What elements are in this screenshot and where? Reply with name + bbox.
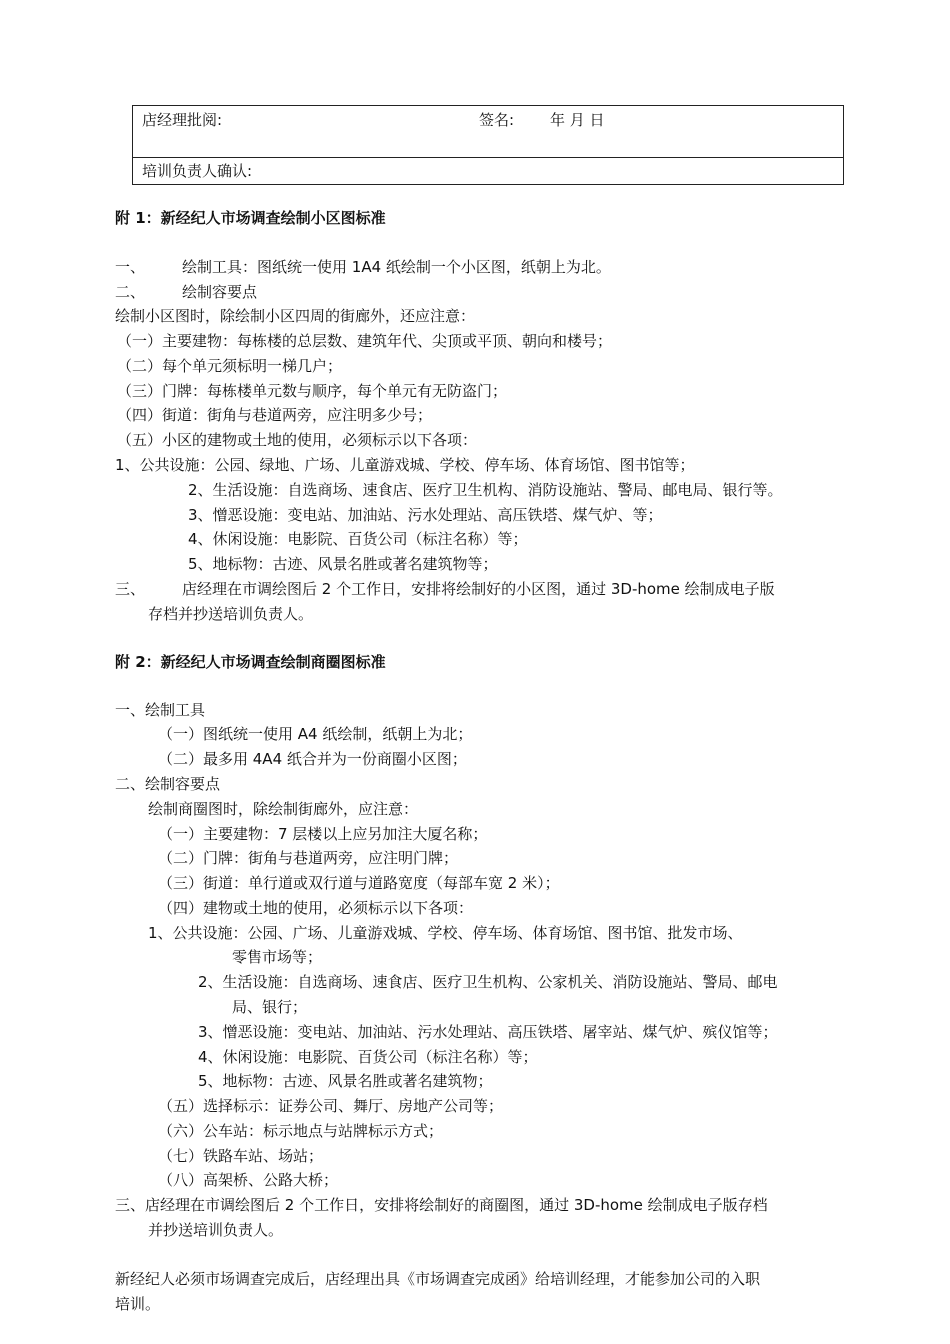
appendix2-item: （七）铁路车站、场站； — [158, 1147, 324, 1165]
appendix2-sub-item-continued: 零售市场等； — [232, 948, 323, 966]
appendix1-s3-continued: 存档并抄送培训负责人。 — [148, 605, 314, 623]
appendix1-s1-number: 一、 — [115, 258, 146, 276]
date-label: 年 月 日 — [550, 111, 605, 129]
appendix2-item: （二）门牌：街角与巷道两旁，应注明门牌； — [158, 849, 459, 867]
appendix1-title: 附 1：新经纪人市场调查绘制小区图标准 — [115, 209, 386, 227]
appendix1-item: （一）主要建物：每栋楼的总层数、建筑年代、尖顶或平顶、朝向和楼号； — [117, 332, 613, 350]
closing-paragraph-line2: 培训。 — [115, 1295, 161, 1313]
trainer-confirm-label: 培训负责人确认: — [142, 162, 253, 180]
appendix2-intro: 绘制商圈图时，除绘制街廊外，应注意： — [148, 800, 419, 818]
appendix2-sub-item: 5、地标物：古迹、风景名胜或著名建筑物； — [198, 1072, 493, 1090]
manager-review-label: 店经理批阅: — [142, 111, 223, 129]
manager-review-row — [133, 106, 843, 158]
appendix2-item: （八）高架桥、公路大桥； — [158, 1171, 339, 1189]
appendix1-item: （五）小区的建物或土地的使用，必须标示以下各项： — [117, 431, 478, 449]
trainer-confirm-row — [133, 158, 843, 184]
appendix1-sub-item: 1、公共设施：公园、绿地、广场、儿童游戏城、学校、停车场、体育场馆、图书馆等； — [115, 456, 695, 474]
appendix1-item: （四）街道：街角与巷道两旁，应注明多少号； — [117, 406, 433, 424]
appendix1-s2-number: 二、 — [115, 283, 146, 301]
appendix2-sub-item: 2、生活设施：自选商场、速食店、医疗卫生机构、公家机关、消防设施站、警局、邮电 — [198, 973, 778, 991]
appendix2-sub-item: 4、休闲设施：电影院、百货公司（标注名称）等； — [198, 1048, 538, 1066]
appendix2-s3-continued: 并抄送培训负责人。 — [148, 1221, 284, 1239]
appendix1-item: （三）门牌：每栋楼单元数与顺序，每个单元有无防盗门； — [117, 382, 508, 400]
appendix1-sub-item: 3、憎恶设施：变电站、加油站、污水处理站、高压铁塔、煤气炉、等； — [188, 506, 663, 524]
appendix2-item: （五）选择标示：证券公司、舞厅、房地产公司等； — [158, 1097, 504, 1115]
appendix2-s1: 一、绘制工具 — [115, 701, 206, 719]
appendix1-sub-item: 2、生活设施：自选商场、速食店、医疗卫生机构、消防设施站、警局、邮电局、银行等。 — [188, 481, 783, 499]
appendix2-sub-item: 3、憎恶设施：变电站、加油站、污水处理站、高压铁塔、屠宰站、煤气炉、殡仪馆等； — [198, 1023, 778, 1041]
appendix2-item: （一）主要建物：7 层楼以上应另加注大厦名称； — [158, 825, 488, 843]
appendix2-sub-item-continued: 局、银行； — [232, 998, 308, 1016]
appendix2-sub-item: 1、公共设施：公园、广场、儿童游戏城、学校、停车场、体育场馆、图书馆、批发市场、 — [148, 924, 743, 942]
appendix2-title: 附 2：新经纪人市场调查绘制商圈图标准 — [115, 653, 386, 671]
appendix2-s2: 二、绘制容要点 — [115, 775, 221, 793]
closing-paragraph-line1: 新经纪人必须市场调查完成后，店经理出具《市场调查完成函》给培训经理，才能参加公司的入职 — [115, 1270, 761, 1288]
appendix1-s3-text: 店经理在市调绘图后 2 个工作日，安排将绘制好的小区图，通过 3D-home 绘制成电子版 — [182, 580, 775, 598]
appendix2-s1-item: （二）最多用 4A4 纸合并为一份商圈小区图； — [158, 750, 467, 768]
signature-label: 签名: — [479, 111, 515, 129]
appendix2-item: （三）街道：单行道或双行道与道路宽度（每部车宽 2 米）； — [158, 874, 560, 892]
appendix2-item: （四）建物或土地的使用，必须标示以下各项： — [158, 899, 474, 917]
appendix1-s2-text: 绘制容要点 — [182, 283, 258, 301]
appendix2-s1-item: （一）图纸统一使用 A4 纸绘制，纸朝上为北； — [158, 725, 473, 743]
appendix2-s3: 三、店经理在市调绘图后 2 个工作日，安排将绘制好的商圈图，通过 3D-home 绘制成电子版存档 — [115, 1196, 768, 1214]
appendix1-s1-text: 绘制工具：图纸统一使用 1A4 纸绘制一个小区图，纸朝上为北。 — [182, 258, 611, 276]
appendix1-s3-number: 三、 — [115, 580, 146, 598]
appendix1-sub-item: 4、休闲设施：电影院、百货公司（标注名称）等； — [188, 530, 528, 548]
appendix1-sub-item: 5、地标物：古迹、风景名胜或著名建筑物等； — [188, 555, 498, 573]
appendix1-item: （二）每个单元须标明一梯几户； — [117, 357, 343, 375]
appendix1-intro: 绘制小区图时，除绘制小区四周的街廊外，还应注意： — [115, 307, 476, 325]
appendix2-item: （六）公车站：标示地点与站牌标示方式； — [158, 1122, 444, 1140]
signature-table — [132, 105, 844, 185]
